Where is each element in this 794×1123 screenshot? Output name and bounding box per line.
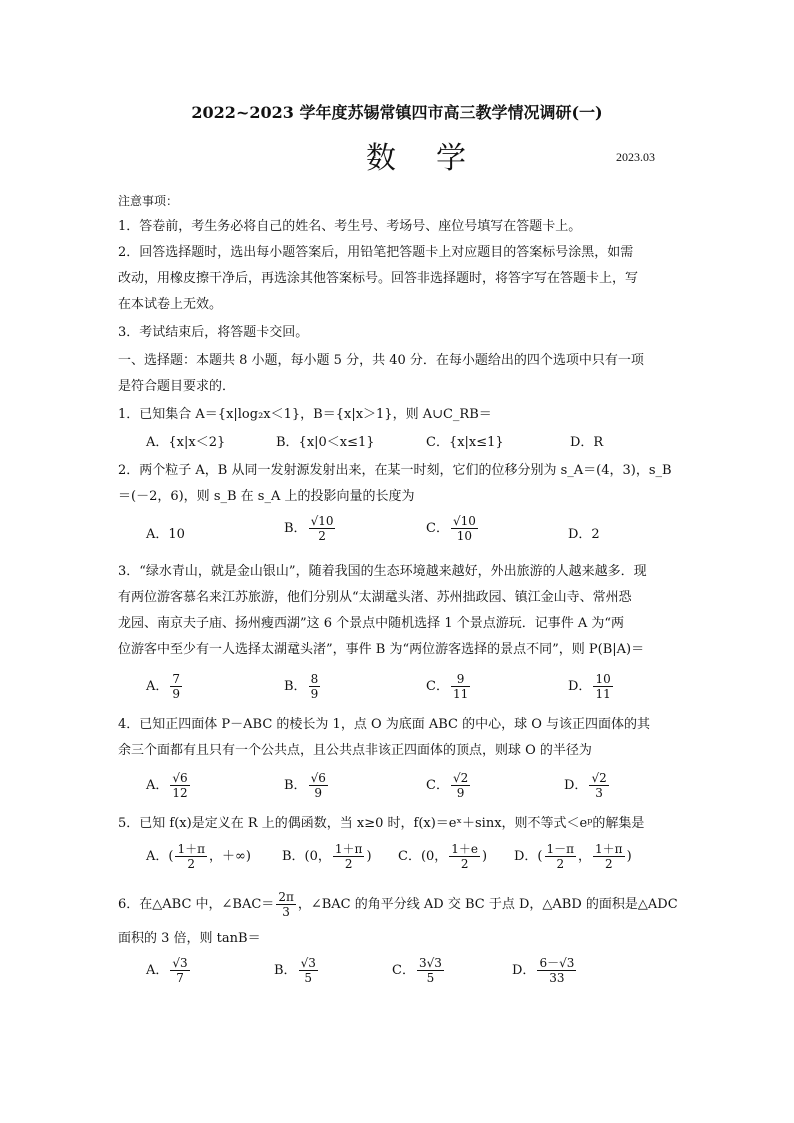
question-3-stem-cont: 位游客中至少有一人选择太湖鼋头渚”，事件 B 为“两位游客选择的景点不同”，则 P(B|A)＝ (118, 642, 645, 657)
fraction-numerator: √6 (310, 771, 326, 785)
interval-tail: ) (366, 849, 372, 864)
question-2-stem-cont: ＝(－2，6)，则 s_B 在 s_A 上的投影向量的长度为 (118, 489, 415, 504)
interval-tail: ，＋∞) (209, 849, 251, 864)
question-6-stem-cont: 面积的 3 倍，则 tanB＝ (118, 931, 261, 946)
question-1-option-c: C．{x|x≤1} (426, 435, 504, 450)
fraction-numerator: √3 (172, 956, 188, 970)
question-3-stem-cont: 龙园、南京夫子庙、扬州瘦西湖”这 6 个景点中随机选择 1 个景点游玩．记事件 A 为“两 (118, 616, 625, 631)
question-6-stem-post: ，∠BAC 的角平分线 AD 交 BC 于点 D，△ABD 的面积是△ADC (297, 897, 678, 912)
interval-tail: ) (626, 849, 632, 864)
fraction-numerator: 1＋e (451, 842, 479, 856)
option-label: C． (392, 963, 415, 978)
fraction-denominator: 2 (187, 857, 196, 871)
fraction-numerator: 1＋π (595, 842, 623, 856)
question-6-option-a (146, 956, 192, 985)
option-label: C． (426, 778, 449, 793)
question-5-option-b (282, 842, 372, 871)
interval-separator: ， (578, 849, 592, 864)
fraction (170, 956, 189, 985)
fraction (449, 842, 480, 871)
fraction (451, 514, 478, 543)
fraction-denominator: 12 (172, 786, 188, 800)
fraction-numerator: 2π (278, 890, 294, 904)
fraction-denominator: 2 (344, 857, 353, 871)
question-4-stem: 4．已知正四面体 P－ABC 的棱长为 1，点 O 为底面 ABC 的中心，球 O 与该正四面体的其 (118, 717, 651, 732)
question-2-option-b (284, 514, 337, 543)
question-3-option-d (568, 672, 615, 701)
fraction (170, 771, 189, 800)
question-6-option-d (512, 956, 578, 985)
fraction (451, 672, 470, 701)
fraction (175, 842, 207, 871)
notes-heading: 注意事项： (118, 194, 179, 208)
fraction (276, 890, 296, 919)
option-label: A． (146, 778, 169, 793)
fraction-numerator: 10 (595, 672, 611, 686)
question-3-stem-cont: 有两位游客慕名来江苏旅游，他们分别从“太湖鼋头渚、苏州拙政园、镇江金山寺、常州恐 (118, 590, 632, 605)
fraction (309, 771, 328, 800)
question-4-option-b (284, 771, 330, 800)
note-item: 1．答卷前，考生务必将自己的姓名、考生号、考场号、座位号填写在答题卡上。 (118, 219, 582, 234)
question-6-stem-pre: 6．在△ABC 中，∠BAC＝ (118, 897, 275, 912)
fraction-denominator: 5 (426, 971, 435, 985)
option-label: D． (512, 963, 536, 978)
fraction-numerator: 9 (451, 672, 470, 687)
option-label: B． (284, 521, 307, 536)
fraction-numerator: √10 (310, 514, 334, 528)
option-label: D． (568, 679, 592, 694)
fraction-denominator: 9 (456, 786, 465, 800)
fraction-denominator: 3 (595, 786, 603, 800)
fraction-denominator: 2 (318, 529, 326, 543)
fraction (589, 771, 608, 800)
fraction (417, 956, 444, 985)
fraction (593, 672, 612, 701)
fraction-numerator: √6 (172, 771, 188, 785)
exam-title: 2022~2023 学年度苏锡常镇四市高三教学情况调研(一) (191, 103, 603, 122)
fraction (537, 956, 576, 985)
section-heading: 一、选择题：本题共 8 小题，每小题 5 分，共 40 分．在每小题给出的四个选项中只有一项 (118, 353, 644, 368)
question-5-option-c (398, 842, 487, 871)
option-label: A．( (146, 849, 174, 864)
option-label: C． (426, 521, 449, 536)
subject-title: 数学 (366, 141, 506, 176)
question-4-stem-cont: 余三个面都有且只有一个公共点，且公共点非该正四面体的顶点，则球 O 的半径为 (118, 743, 592, 758)
fraction-denominator: 2 (604, 857, 613, 871)
fraction (451, 771, 470, 800)
fraction-numerator: 8 (310, 672, 319, 686)
interval-tail: ) (482, 849, 488, 864)
fraction-denominator: 10 (456, 529, 473, 543)
option-label: B． (284, 679, 307, 694)
question-5-stem: 5．已知 f(x)是定义在 R 上的偶函数，当 x≥0 时，f(x)＝eˣ＋sinx，则不等式＜eᵖ的解集是 (118, 816, 645, 831)
note-item: 在本试卷上无效。 (118, 297, 223, 312)
fraction-denominator: 2 (460, 857, 469, 871)
question-4-option-a (146, 771, 192, 800)
fraction (545, 842, 577, 871)
note-item: 改动，用橡皮擦干净后，再选涂其他答案标号。回答非选择题时，将答字写在答题卡上，写 (118, 271, 639, 286)
question-2-option-a: A．10 (146, 527, 185, 542)
fraction (309, 514, 336, 543)
question-3-option-c (426, 672, 472, 701)
fraction-numerator: 1＋π (177, 842, 205, 856)
question-4-option-d (564, 771, 611, 800)
fraction-numerator: √2 (452, 771, 469, 785)
fraction-denominator: 9 (314, 786, 323, 800)
fraction-numerator: 1＋π (334, 842, 363, 856)
fraction-denominator: 33 (549, 971, 565, 985)
option-label: B．(0， (282, 849, 331, 864)
fraction-denominator: 11 (595, 687, 611, 701)
note-item: 3．考试结束后，将答题卡交回。 (118, 325, 309, 340)
question-2-option-d: D．2 (568, 527, 600, 542)
option-label: B． (274, 963, 297, 978)
fraction-denominator: 3 (282, 905, 290, 919)
option-label: D．( (514, 849, 543, 864)
fraction (333, 842, 365, 871)
fraction-numerator: 3√3 (418, 956, 442, 970)
note-item: 2．回答选择题时，选出每小题答案后，用铅笔把答题卡上对应题目的答案标号涂黑，如需 (118, 245, 634, 260)
fraction-numerator: 1－π (546, 842, 575, 856)
option-label: A． (146, 963, 169, 978)
question-2-stem: 2．两个粒子 A，B 从同一发射源发射出来，在某一时刻，它们的位移分别为 s_A＝(4，3)，s_B (118, 463, 672, 478)
fraction-denominator: 9 (310, 687, 319, 701)
question-5-option-d (514, 842, 632, 871)
fraction-numerator: 6－√3 (539, 956, 575, 970)
question-6-stem (118, 890, 698, 919)
question-1-option-b: B．{x|0＜x≤1} (276, 435, 375, 450)
question-1-stem: 1．已知集合 A＝{x|log₂x＜1}，B＝{x|x＞1}，则 A∪C_RB＝ (118, 407, 492, 422)
fraction-denominator: 5 (304, 971, 313, 985)
fraction-denominator: 9 (172, 687, 181, 701)
option-label: A． (146, 679, 169, 694)
question-2-option-c (426, 514, 480, 543)
fraction-denominator: 11 (452, 687, 469, 701)
question-3-stem: 3．“绿水青山，就是金山银山”，随着我国的生态环境越来越好，外出旅游的人越来越多．现 (118, 564, 647, 579)
question-1-option-d: D．R (570, 435, 604, 450)
option-label: D． (564, 778, 588, 793)
fraction-denominator: 2 (556, 857, 565, 871)
fraction (309, 672, 321, 701)
question-4-option-c (426, 771, 472, 800)
exam-date: 2023.03 (616, 150, 655, 164)
option-label: B． (284, 778, 307, 793)
question-6-option-c (392, 956, 446, 985)
fraction (299, 956, 318, 985)
question-3-option-b (284, 672, 322, 701)
fraction-numerator: √10 (452, 514, 476, 528)
option-label: C． (426, 679, 449, 694)
fraction-numerator: 7 (172, 672, 181, 686)
option-label: C．(0， (398, 849, 448, 864)
fraction-numerator: √3 (300, 956, 316, 970)
question-6-option-b (274, 956, 320, 985)
fraction-numerator: √2 (591, 771, 607, 785)
section-heading-cont: 是符合题目要求的． (118, 379, 236, 394)
question-5-option-a (146, 842, 251, 871)
fraction (593, 842, 625, 871)
question-3-option-a (146, 672, 184, 701)
fraction (170, 672, 182, 701)
question-1-option-a: A．{x|x＜2} (146, 435, 226, 450)
fraction-denominator: 7 (176, 971, 184, 985)
